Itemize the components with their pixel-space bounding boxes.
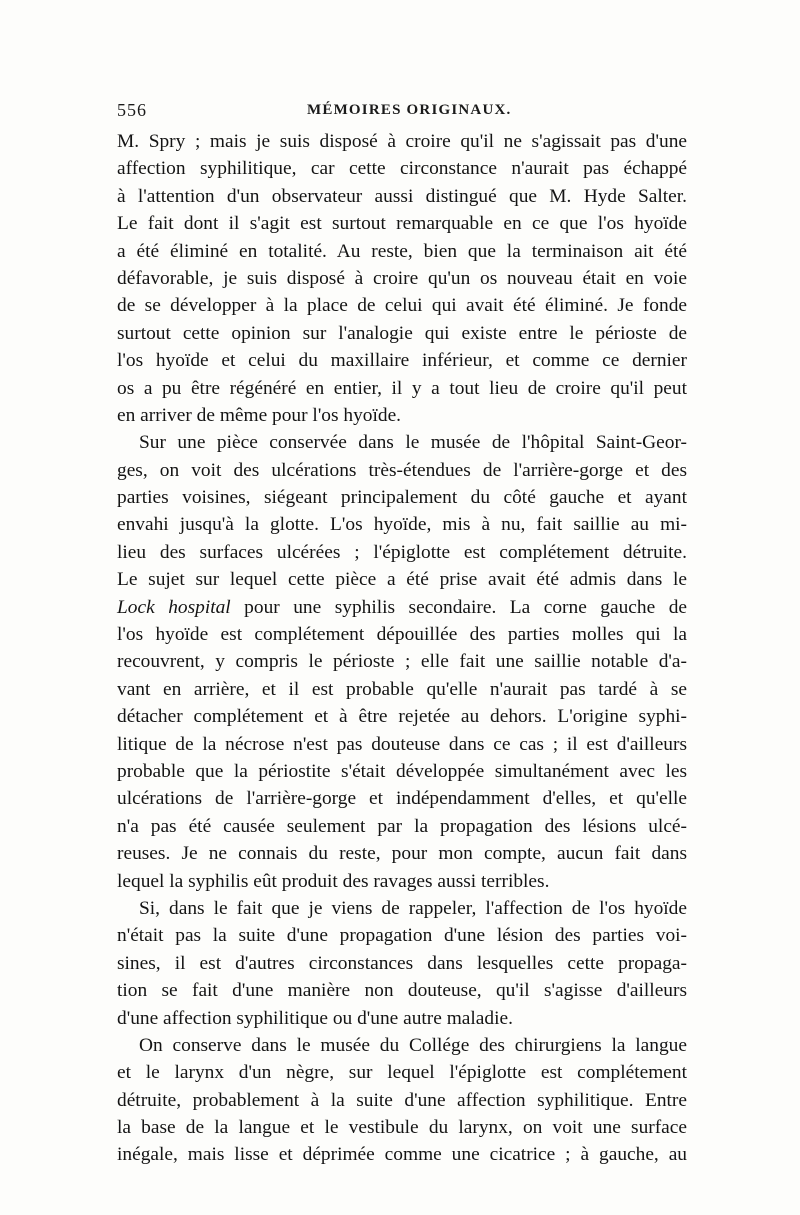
running-title: MÉMOIRES ORIGINAUX.	[307, 102, 512, 118]
text-line: recouvrent, y compris le périoste ; elle fait une saillie notable d'a-	[117, 651, 687, 673]
text-line: a été éliminé en totalité. Au reste, bien que la terminaison ait été	[117, 240, 687, 262]
paragraph-end-line: d'une affection syphilitique ou d'une autre maladie.	[117, 1007, 513, 1029]
text-line: litique de la nécrose n'est pas douteuse dans ce cas ; il est d'ailleurs	[117, 733, 687, 755]
paragraph-start-line: On conserve dans le musée du Collége des chirurgiens la langue	[139, 1034, 687, 1056]
paragraph-start-line: Sur une pièce conservée dans le musée de l'hôpital Saint-Geor-	[139, 432, 687, 454]
text-line: sines, il est d'autres circonstances dans lesquelles cette propaga-	[117, 952, 687, 974]
text-line: la base de la langue et le vestibule du larynx, on voit une surface	[117, 1117, 687, 1139]
paragraph-start-line: Si, dans le fait que je viens de rappeler, l'affection de l'os hyoïde	[139, 897, 687, 919]
italic-term: Lock hospital	[117, 596, 231, 618]
text-line-with-italic	[117, 594, 687, 621]
text-line: l'os hyoïde est complétement dépouillée des parties molles qui la	[117, 624, 687, 646]
text-line: ges, on voit des ulcérations très-étendues de l'arrière-gorge et des	[117, 459, 687, 481]
text-line: détacher complétement et à être rejetée au dehors. L'origine syphi-	[117, 706, 687, 728]
text-line: ulcérations de l'arrière-gorge et indépendamment d'elles, et qu'elle	[117, 788, 687, 810]
text-line: Le fait dont il s'agit est surtout remarquable en ce que l'os hyoïde	[117, 213, 687, 235]
text-line: surtout cette opinion sur l'analogie qui existe entre le périoste de	[117, 322, 687, 344]
paragraph-end-line: lequel la syphilis eût produit des ravages aussi terribles.	[117, 870, 550, 892]
text-line: reuses. Je ne connais du reste, pour mon compte, aucun fait dans	[117, 843, 687, 865]
text-line: parties voisines, siégeant principalement du côté gauche et ayant	[117, 487, 687, 509]
body-text	[117, 128, 687, 1169]
text-line: détruite, probablement à la suite d'une affection syphilitique. Entre	[117, 1089, 687, 1111]
text-line: lieu des surfaces ulcérées ; l'épiglotte est complétement détruite.	[117, 541, 687, 563]
text-line: à l'attention d'un observateur aussi distingué que M. Hyde Salter.	[117, 185, 687, 207]
text-line: probable que la périostite s'était développée simultanément avec les	[117, 760, 687, 782]
text-line: tion se fait d'une manière non douteuse, qu'il s'agisse d'ailleurs	[117, 980, 687, 1002]
text-line: M. Spry ; mais je suis disposé à croire qu'il ne s'agissait pas d'une	[117, 131, 687, 152]
text-line: et le larynx d'un nègre, sur lequel l'épiglotte est complétement	[117, 1062, 687, 1084]
text-line: vant en arrière, et il est probable qu'elle n'aurait pas tardé à se	[117, 678, 687, 700]
text-line: Le sujet sur lequel cette pièce a été prise avait été admis dans le	[117, 569, 687, 591]
text-line: inégale, mais lisse et déprimée comme une cicatrice ; à gauche, au	[117, 1144, 687, 1166]
page-number: 556	[117, 100, 147, 120]
text-line: os a pu être régénéré en entier, il y a tout lieu de croire qu'il peut	[117, 377, 687, 399]
text-line: l'os hyoïde et celui du maxillaire inférieur, et comme ce dernier	[117, 350, 687, 372]
text-line: n'était pas la suite d'une propagation d'une lésion des parties voi-	[117, 925, 687, 947]
paragraph-end-line: en arriver de même pour l'os hyoïde.	[117, 404, 402, 426]
text-line: défavorable, je suis disposé à croire qu'un os nouveau était en voie	[117, 267, 687, 289]
text-segment: pour une syphilis secondaire. La corne gauche de	[230, 596, 687, 618]
text-line: envahi jusqu'à la glotte. L'os hyoïde, mis à nu, fait saillie au mi-	[117, 514, 687, 536]
text-line: affection syphilitique, car cette circonstance n'aurait pas échappé	[117, 158, 687, 180]
text-line: de se développer à la place de celui qui avait été éliminé. Je fonde	[117, 295, 687, 317]
text-line: n'a pas été causée seulement par la propagation des lésions ulcé-	[117, 815, 687, 837]
running-header	[117, 100, 687, 124]
